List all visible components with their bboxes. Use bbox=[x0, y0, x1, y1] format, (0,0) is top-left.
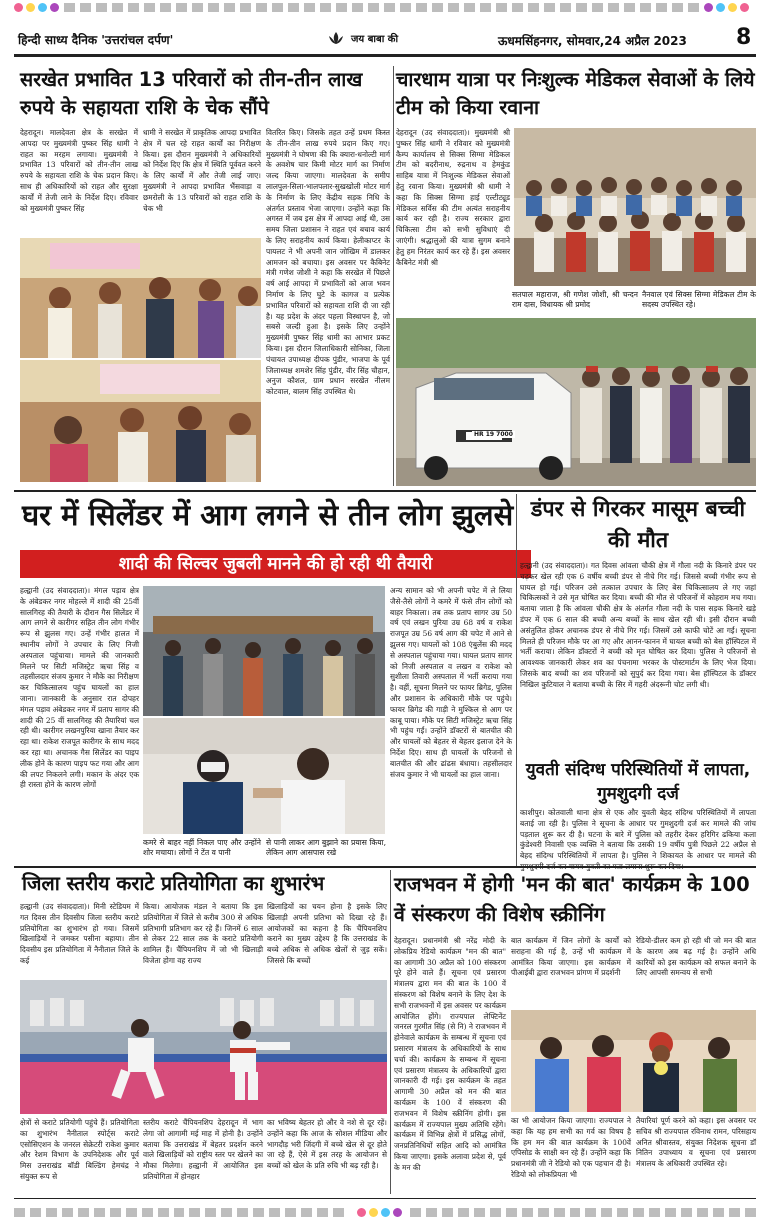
grey-square bbox=[336, 3, 347, 12]
grey-square bbox=[416, 3, 427, 12]
grey-square bbox=[522, 1208, 533, 1217]
story7-headline: राजभवन में होगी 'मन की बात' कार्यक्रम के 100 वें संस्करण की विशेष स्क्रीनिंग bbox=[394, 873, 750, 926]
grey-square bbox=[432, 3, 443, 12]
story6-photo bbox=[20, 980, 387, 1114]
story2-headline: चारधाम यात्रा पर निःशुल्क मेडिकल सेवाओं के लिये टीम को किया रवाना bbox=[396, 68, 755, 119]
color-dot bbox=[38, 3, 47, 12]
story3-col1: हल्द्वानी (उद संवाददाता)। मंगल पड़ाव क्षेत्र के अंबेडकर नगर मोहल्ले में शादी की 25वीं सालगिरह की तैयारी के दौरान गैस सिलेंडर में आग लगने से कारीगर सहित तीन लोग गंभीर रूप से झुलस गए। उन्हें गंभीर हालत में स्थानीय लोगों ने उपचार के लिए निजी अस्पताल पहुंचाया। मामले की जानकारी मिलने पर सिटी मजिस्ट्रेट ऋचा सिंह व तहसीलदार संजय कुमार ने मौके का निरीक्षण कर चिकित्सालय पहुंच घायलों का हाल जाना। जानकारी के अनुसार रात दोपहर मंगल पड़ाव अंबेडकर नगर में प्रताप सागर की शादी की 25 वीं सालगिरह की तैयारियां चल रही थी। कारीगर लखनपुरिया खाना तैयार कर रहा था। राकेश राजपूत कारीगर के साथ मदद कर रहा था। अचानक गैस सिलेंडर का पाइप लीक होने के कारण पाइप फट गया और आग की लपट निकलने लगी। मकान के अंदर एक ही रास्ता होने के कारण लोगों bbox=[20, 586, 139, 790]
grey-square bbox=[189, 1208, 200, 1217]
story1-photo-top bbox=[20, 238, 261, 358]
grey-square bbox=[176, 3, 187, 12]
story1-col3: वितरित किए। जिसके तहत उन्हें प्रथम किस्त के तीन-तीन लाख रुपये प्रदान किए गए। मुख्यमंत्री ने घोषणा की कि क्यारा-धनोल्टी मार्ग के अवशेष चार किमी मोटर मार्ग का निर्माण जल्द किया जाएगा। मालदेवता के समीप लालपुल-सिला-भालपलार-सुखखोली मोटर मार्ग के निर्माण के लिए केंद्रीय सड़क निधि के अंतर्गत प्रस्ताव भेजा जाएगा। उन्होंने कहा कि अगस्त में जब इस क्षेत्र में आपदा आई थी, उस समय जिला प्रशासन ने राहत एवं बचाव कार्य के लिए सराहनीय कार्य किया। हेलीकाप्टर के पायलट ने भी अपनी जान जोखिम में डालकर आमजन को बचाया। इस अवसर पर कैबिनेट मंत्री गणेश जोशी ने कहा कि सरखेत में पिछले वर्ष आई आपदा में प्रभावितों को आज भवन निर्माण के लिए घुटे के कागज व प्रत्येक प्रभावित परिवारों को सहायता राशि दी जा रही है। यह प्रदेश के अंदर पहला विस्थापन है, जो सबसे जल्दी हुआ है। इसके लिए उन्होंने मुख्यमंत्री पुष्कर सिंह धामी का आभार प्रकट किया। इस दौरान जिलाधिकारी सोनिका, जिला पंचायत उपाध्यक्ष दीपक पुंडीर, भाजपा के पूर्व जिलाध्यक्ष शमशेर सिंह पुंडीर, वीर सिंह चौहान, अनुज कौशल, ग्राम प्रधान सरखेत नीलम कोटवाल, बालम सिंह उपस्थित थे। bbox=[266, 128, 390, 397]
grey-square bbox=[713, 1208, 724, 1217]
grey-square bbox=[253, 1208, 264, 1217]
story6-col2: किया। आयोजक मंडल ने बताया कि इस प्रतियोगिता में जिले से करीब 300 से अधिक प्रतिभागी प्रतिभाग कर रहे हैं। जिनमें 6 साल से लेकर 22 साल तक के कराटे प्रतियोगी शामिल हैं। चैंपियनशिप में जो भी खिलाड़ी विजेता होगा वह राज्य bbox=[143, 902, 263, 965]
top-strip bbox=[0, 0, 770, 14]
masthead-logo bbox=[326, 30, 398, 46]
grey-square bbox=[410, 1208, 421, 1217]
grey-square bbox=[30, 1208, 41, 1217]
grey-square bbox=[688, 3, 699, 12]
grey-square bbox=[128, 3, 139, 12]
grey-square bbox=[442, 1208, 453, 1217]
grey-square bbox=[506, 1208, 517, 1217]
grey-square bbox=[80, 3, 91, 12]
color-dots-left bbox=[14, 3, 59, 12]
story2-photo-bottom bbox=[396, 318, 756, 486]
grey-square bbox=[681, 1208, 692, 1217]
grey-square bbox=[458, 1208, 469, 1217]
grey-square bbox=[633, 1208, 644, 1217]
logo-text: जय बाबा की bbox=[351, 34, 399, 45]
grey-square bbox=[352, 3, 363, 12]
grey-square bbox=[490, 1208, 501, 1217]
story1-col1: देहरादून। मालदेवता क्षेत्र के सरखेत में आपदा पर मुख्यमंत्री पुष्कर सिंह धामी ने राहत का मरहम लगाया। मुख्यमंत्री ने प्रभावित 13 परिवारों को तीन-तीन लाख रुपये के सहायता राशि के चेक प्रदान किए। साथ ही अधिकारियों को राहत और सुरक्षा कार्यों में तेजी लाने के निर्देश दिए। रविवार को मुख्यमंत्री पुष्कर सिंह bbox=[20, 128, 138, 213]
story7-bottom2: का भी आयोजन किया जाएगा। राज्यपाल ने कहा कि यह हम सभी का गर्व का विषय है कि हम मन की बात कार्यक्रम के 100वें एपिसोड के साक्षी बन रहे हैं। उन्होंने कहा कि प्रधानमंत्री जी ने रेडियो को एक पहचान दी है। रेडियो को लोकप्रियता भी bbox=[511, 1116, 631, 1179]
grey-square bbox=[729, 1208, 740, 1217]
grey-square bbox=[665, 1208, 676, 1217]
grey-square bbox=[697, 1208, 708, 1217]
masthead bbox=[14, 25, 756, 54]
grey-square bbox=[656, 3, 667, 12]
story3-subhead: शादी की सिल्वर जुबली मानने की हो रही थी तैयारी bbox=[20, 550, 531, 578]
section-rule-1 bbox=[14, 490, 756, 492]
color-dots-bottom bbox=[357, 1208, 402, 1217]
bottom-rule bbox=[14, 1198, 756, 1199]
vertical-rule bbox=[516, 494, 517, 868]
grey-square bbox=[745, 1208, 756, 1217]
color-dot bbox=[357, 1208, 366, 1217]
grey-squares-bottom-right bbox=[410, 1208, 756, 1217]
vertical-rule bbox=[393, 66, 394, 486]
grey-square bbox=[205, 1208, 216, 1217]
story3-caption2: से पानी लाकर आग बुझाने का प्रयास किया, लेकिन आग आसपास रखे bbox=[266, 838, 386, 858]
bottom-strip bbox=[0, 1206, 770, 1220]
section-rule-2 bbox=[14, 866, 756, 868]
story3-photo-bottom bbox=[143, 718, 385, 834]
story6-bottom3: का भविष्य बेहतर हो और वे नशे से दूर रहें। उन्होंने कहा कि आज के सोशल मीडिया और भागदौड़ भरी जिंदगी में बच्चे खेल से दूर होते जा रहे हैं, ऐसे में इस तरह के आयोजन से बच्चों को खेल के प्रति रुचि भी बढ़ रही है। bbox=[267, 1118, 387, 1171]
story6-bottom2: स्तरीय कराटे चैंपियनशिप देहरादून में भाग लेगा जो आगामी मई माह में होनी है। उन्होंने बताया कि उत्तराखंड में बेहतर प्रदर्शन करने वाले खिलाड़ियों को राष्ट्रीय स्तर पर खेलने का मौका मिलेगा। हल्द्वानी में आयोजित इस प्रतियोगिता में होनहार bbox=[143, 1118, 263, 1181]
story7-bottom3: तैयारियां पूर्ण करने को कहा। इस अवसर पर सचिव श्री राज्यपाल रविनाथ रामन, परिसहाय अनित श्रीवास्तव, संयुक्त निदेशक सूचना डॉ नितिन उपाध्याय व सूचना एवं प्रसारण मंत्रालय के अधिकारी उपस्थित रहे। bbox=[636, 1116, 756, 1169]
story3-headline: घर में सिलेंडर में आग लगने से तीन लोग झुलसे bbox=[22, 498, 514, 532]
dateline: ऊधमसिंहनगर, सोमवार,24 अप्रैल 2023 bbox=[498, 34, 687, 48]
grey-square bbox=[110, 1208, 121, 1217]
grey-square bbox=[512, 3, 523, 12]
story1-col2: धामी ने सरखेत में प्राकृतिक आपदा प्रभावित क्षेत्र में चल रहे राहत कार्यों का निरीक्षण किया। इस दौरान मुख्यमंत्री ने अधिकारियों को निर्देश दिए कि क्षेत्र में स्थिति पूर्ववत करने के लिए कार्यों में और तेजी लाई जाए। मुख्यमंत्री ने आपदा प्रभावित भैंसवाड़ा व छमरोली के 13 परिवारों को राहत राशि के चेक भी bbox=[143, 128, 261, 213]
grey-square bbox=[208, 3, 219, 12]
grey-square bbox=[368, 3, 379, 12]
story4-body: हल्द्वानी (उद संवाददाता)। गत दिवस आंवला चौकी क्षेत्र में गौला नदी के किनारे डंपर पर चढ़कर खेल रही एक 6 वर्षीय बच्ची डंपर से नीचे गिर गई। जिससे बच्ची गंभीर रूप से घायल हो गई। परिजन उसे तत्काल उपचार के लिए बेस चिकित्सालय ले गए जहां चिकित्सकों ने उसे मृत घोषित कर दिया। बच्ची की मौत से परिजनों में कोहराम मच गया। बताया जाता है कि आंवला चौकी क्षेत्र के अंतर्गत गौला नदी के पास सड़क किनारे खड़े डंपर में एक 6 साल की बच्ची अन्य बच्चों के साथ खेल रही थी। इसी दौरान बच्ची असंतुलित होकर अचानक डंपर से नीचे गिर गई। जिसमें उसे काफी चोटें आ गईं। सूचना मिलते ही परिजन मौके पर आ गए और आनन-फानन में घायल बच्ची को बेस हॉस्पिटल में भर्ती कराया। लेकिन डॉक्टरों ने बच्ची को मृत घोषित कर दिया। पुलिस ने परिजनों से आवश्यक जानकारी लेकर शव का पंचनामा भरकर के पोस्टमार्टम के लिए भेज दिया। जिसके बाद बच्ची का शव परिजनों को सुपुर्द कर दिया गया। बेस हॉस्पिटल के डॉक्टर निखिल कुटियाल ने बताया बच्ची के सिर में गहरी अंदरूनी चोट लगी थी। bbox=[520, 561, 756, 689]
grey-square bbox=[78, 1208, 89, 1217]
story2-caption-left: सतपाल महाराज, श्री गणेश जोशी, श्री चन्दन राम दास, विधायक श्री प्रमोद bbox=[512, 290, 638, 310]
color-dot bbox=[369, 1208, 378, 1217]
grey-square bbox=[333, 1208, 344, 1217]
story3-photo-top bbox=[143, 586, 385, 716]
grey-square bbox=[560, 3, 571, 12]
color-dot bbox=[14, 3, 23, 12]
masthead-rule bbox=[14, 54, 756, 57]
grey-squares bbox=[64, 3, 700, 12]
story5-headline: युवती संदिग्ध परिस्थितियों में लापता, गुमशुदगी दर्ज bbox=[525, 760, 751, 804]
grey-square bbox=[14, 1208, 25, 1217]
grey-square bbox=[46, 1208, 57, 1217]
story3-col3: अन्य सामान को भी अपनी चपेट में ले लिया जैसे-तैसे लोगों ने कमरे में फंसे तीन लोगों को बाहर निकाला। तब तक प्रताप सागर उम्र 50 वर्ष एवं लखन पुरिया उम्र 68 वर्ष व राकेश राजपूत उम्र 56 वर्ष आग की चपेट में आने से झुलस गए। घायलों को 108 एंबुलेंस की मदद से अस्पताल पहुंचाया गया। घायल प्रताप सागर को निजी अस्पताल व लखन व राकेश को सुशीला तिवारी अस्पताल में भर्ती कराया गया है। वहीं, सूचना मिलने पर फायर ब्रिगेड, पुलिस और प्रशासन के अधिकारी मौके पर पहुंचे। फायर ब्रिगेड की गाड़ी ने मुश्किल से आग पर काबू पाया। मौके पर सिटी मजिस्ट्रेट ऋचा सिंह भी पहुंच गईं। उन्होंने डॉक्टरों से बातचीत की और घायलों को बेहतर से बेहतर इलाज देने के निर्देश दिए। साथ ही घायलों के परिजनों से बातचीत की और ढांढस बंधाया। तहसीलदार संजय कुमार ने भी घायलों का हाल जाना। bbox=[390, 586, 512, 779]
story6-col1: हल्द्वानी (उद संवाददाता)। मिनी स्टेडियम में गत दिवस तीन दिवसीय जिला स्तरीय कराटे प्रतियोगिता का शुभारंभ हो गया। जिसमें खिलाड़ियों ने जमकर पसीना बहाया। तीन दिवसीय इस प्रतियोगिता में नैनीताल जिले के कई bbox=[20, 902, 139, 965]
grey-square bbox=[221, 1208, 232, 1217]
grey-square bbox=[224, 3, 235, 12]
color-dot bbox=[26, 3, 35, 12]
story7-col3: रेडियो-डीलर कम हो रही थी जो मन की बात के कारण अब बढ़ गई है। उन्होंने अधि कारियों को इस कार्यक्रम को सफल बनाने के लिए आपसी समन्वय से सभी bbox=[636, 936, 756, 978]
grey-square bbox=[288, 3, 299, 12]
grey-square bbox=[464, 3, 475, 12]
grey-square bbox=[96, 3, 107, 12]
color-dot bbox=[381, 1208, 390, 1217]
story3-caption1: कमरे से बाहर नहीं निकल पाए और उन्होंने शोर मचाया। लोगों ने टेंत व पानी bbox=[143, 838, 261, 858]
color-dot bbox=[728, 3, 737, 12]
story6-bottom1: क्षेत्रों से कराटे प्रतियोगी पहुंचे हैं। प्रतियोगिता का शुभारंभ नैनीताल स्पोर्ट्स कराटे एसोसिएशन के जनरल सेक्रेटरी राकेश कुमार और रेशम विभाग के उपनिदेशक और पूर्व मिस उत्तराखंड बॉडी बिल्डिंग हेमचंद्र ने संयुक्त रूप से bbox=[20, 1118, 139, 1181]
color-dot bbox=[704, 3, 713, 12]
grey-square bbox=[269, 1208, 280, 1217]
grey-square bbox=[64, 3, 75, 12]
story2-caption-right: नैनवाल एवं सिक्स सिग्मा मेडिकल टीम के सदस्य उपस्थित रहे। bbox=[642, 290, 756, 310]
grey-square bbox=[240, 3, 251, 12]
grey-square bbox=[174, 1208, 185, 1217]
grey-square bbox=[285, 1208, 296, 1217]
story2-photo-top bbox=[514, 128, 756, 286]
grey-square bbox=[142, 1208, 153, 1217]
grey-square bbox=[576, 3, 587, 12]
story7-photo bbox=[511, 1010, 756, 1112]
grey-square bbox=[94, 1208, 105, 1217]
color-dot bbox=[716, 3, 725, 12]
page-number: 8 bbox=[736, 25, 752, 50]
grey-square bbox=[544, 3, 555, 12]
grey-square bbox=[585, 1208, 596, 1217]
grey-square bbox=[624, 3, 635, 12]
grey-square bbox=[317, 1208, 328, 1217]
grey-square bbox=[480, 3, 491, 12]
grey-square bbox=[126, 1208, 137, 1217]
color-dots-right bbox=[704, 3, 749, 12]
grey-square bbox=[617, 1208, 628, 1217]
color-dot bbox=[393, 1208, 402, 1217]
story4-headline: डंपर से गिरकर मासूम बच्ची की मौत bbox=[530, 497, 746, 553]
grey-square bbox=[640, 3, 651, 12]
grey-square bbox=[237, 1208, 248, 1217]
grey-square bbox=[62, 1208, 73, 1217]
vehicle-plate: HR 19 7000 bbox=[474, 431, 513, 438]
grey-square bbox=[256, 3, 267, 12]
story7-col1: देहरादून। प्रधानमंत्री श्री नरेंद्र मोदी के लोकप्रिय रेडियो कार्यक्रम "मन की बात" का आगामी 30 अप्रैल को 100 संस्करण पूरे होने वाले हैं। सूचना एवं प्रसारण मंत्रालय द्वारा मन की बात के 100 वें संस्करण को विशेष बनाने के लिए देश के सभी राजभवनों में इस अवसर पर कार्यक्रम आयोजित होंगे। राज्यपाल लेफ्टिनेंट जनरल गुरमीत सिंह (से नि) ने राजभवन में होनेवाले कार्यक्रम के सम्बन्ध में सूचना एवं प्रसारण मंत्रालय के अधिकारियों के साथ चर्चा की। कार्यक्रम के सम्बन्ध में सूचना एवं प्रसारण मंत्रालय के अधिकारियों द्वारा जानकारी दी गई। इस कार्यक्रम के तहत आगामी 30 अप्रैल को मन की बात कार्यक्रम के 100 वें संस्करण की राजभवन में विशेष स्क्रीनिंग होगी। इस कार्यक्रम में राज्यपाल मुख्य अतिथि रहेंगे। कार्यक्रम में विभिन्न क्षेत्रों में प्रसिद्ध लोगों, जनप्रतिनिधियों सहित आदि को आमंत्रित किया जाएगा। इसके अलावा प्रदेश से, पूर्व के मन की bbox=[394, 936, 506, 1172]
grey-square bbox=[570, 1208, 581, 1217]
grey-square bbox=[320, 3, 331, 12]
grey-square bbox=[474, 1208, 485, 1217]
grey-square bbox=[672, 3, 683, 12]
grey-square bbox=[528, 3, 539, 12]
grey-square bbox=[496, 3, 507, 12]
grey-squares-bottom-left bbox=[14, 1208, 344, 1217]
story1-photo-bottom bbox=[20, 360, 261, 482]
grey-square bbox=[304, 3, 315, 12]
grey-square bbox=[272, 3, 283, 12]
vertical-rule bbox=[390, 870, 391, 1194]
story5-body: काशीपुर। कोतवाली थाना क्षेत्र से एक और युवती बेहद संदिग्ध परिस्थितियों में लापता बताई जा रही है। पुलिस ने सूचना के आधार पर गुमशुदगी दर्ज कर मामले की जांच पड़ताल शुरू कर दी है। घटना के बारे में पुलिस को तहरीर देकर हरिगिर ढकिया कला कुंडेश्वरी निवासी एक व्यक्ति ने बताया कि उसकी 19 वर्षीय पुत्री पिछले 22 अप्रैल से बेहद संदिग्ध परिस्थितियों में लापता है। पुलिस ने शिकायत के आधार पर मामले की bbox=[520, 808, 756, 861]
grey-square bbox=[400, 3, 411, 12]
story2-body: देहरादून (उद संवाददाता)। मुख्यमंत्री श्री पुष्कर सिंह धामी ने रविवार को मुख्यमंत्री कैम्प कार्यालय से सिक्स सिग्मा मेडिकल टीम को बदरीनाथ, रुद्रनाथ व हेमकुंड साहिब यात्रा में निःशुल्क मेडिकल सेवाओं हेतु रवाना किया। मुख्यमंत्री श्री धामी ने कहा कि सिक्स सिग्मा हाई एल्टीट्यूड मेडिकल सर्विस की टीम अत्यंत सराहनीय कार्य कर रही है। राज्य सरकार द्वारा चिकित्सा टीम को सभी सुविधाएं दी जाएंगी। श्रद्धालुओं की यात्रा सुगम बनाने हेतु हम निरंतर कार्य कर रहे हैं। इस अवसर कैबिनेट मंत्री श्री bbox=[396, 128, 510, 267]
grey-square bbox=[192, 3, 203, 12]
color-dot bbox=[50, 3, 59, 12]
story6-headline: जिला स्तरीय कराटे प्रतियोगिता का शुभारंभ bbox=[22, 872, 325, 895]
grey-square bbox=[426, 1208, 437, 1217]
lotus-icon bbox=[326, 30, 346, 46]
grey-square bbox=[608, 3, 619, 12]
grey-square bbox=[601, 1208, 612, 1217]
grey-square bbox=[144, 3, 155, 12]
grey-square bbox=[158, 1208, 169, 1217]
story6-col3: खिलाड़ियों का चयन होना है इसके लिए खिलाड़ी अपनी प्रतिभा को दिखा रहे हैं। आयोजकों का कहना है कि चैंपियनशिप कराने का मुख्य उद्देश्य है कि उत्तराखंड के बच्चे अधिक से अधिक खेलों से जुड़ सकें। जिससे कि बच्चों bbox=[267, 902, 387, 965]
grey-square bbox=[160, 3, 171, 12]
grey-square bbox=[649, 1208, 660, 1217]
grey-square bbox=[384, 3, 395, 12]
grey-square bbox=[538, 1208, 549, 1217]
story1-headline: सरखेत प्रभावित 13 परिवारों को तीन-तीन लाख रुपये के सहायता राशि के चेक सौंपे bbox=[20, 68, 363, 119]
grey-square bbox=[112, 3, 123, 12]
grey-square bbox=[448, 3, 459, 12]
grey-square bbox=[301, 1208, 312, 1217]
paper-name: हिन्दी साध्य दैनिक 'उत्तरांचल दर्पण' bbox=[18, 33, 174, 47]
color-dot bbox=[740, 3, 749, 12]
grey-square bbox=[592, 3, 603, 12]
grey-square bbox=[554, 1208, 565, 1217]
story7-col2: बात कार्यक्रम में जिन लोगों के कार्यों को सराहना की गई है, उन्हें भी कार्यक्रम में आमंत्रित किया जाएगा। इस कार्यक्रम में पीआईबी द्वारा राजभवन प्रांगण में प्रदर्शनी bbox=[511, 936, 631, 978]
